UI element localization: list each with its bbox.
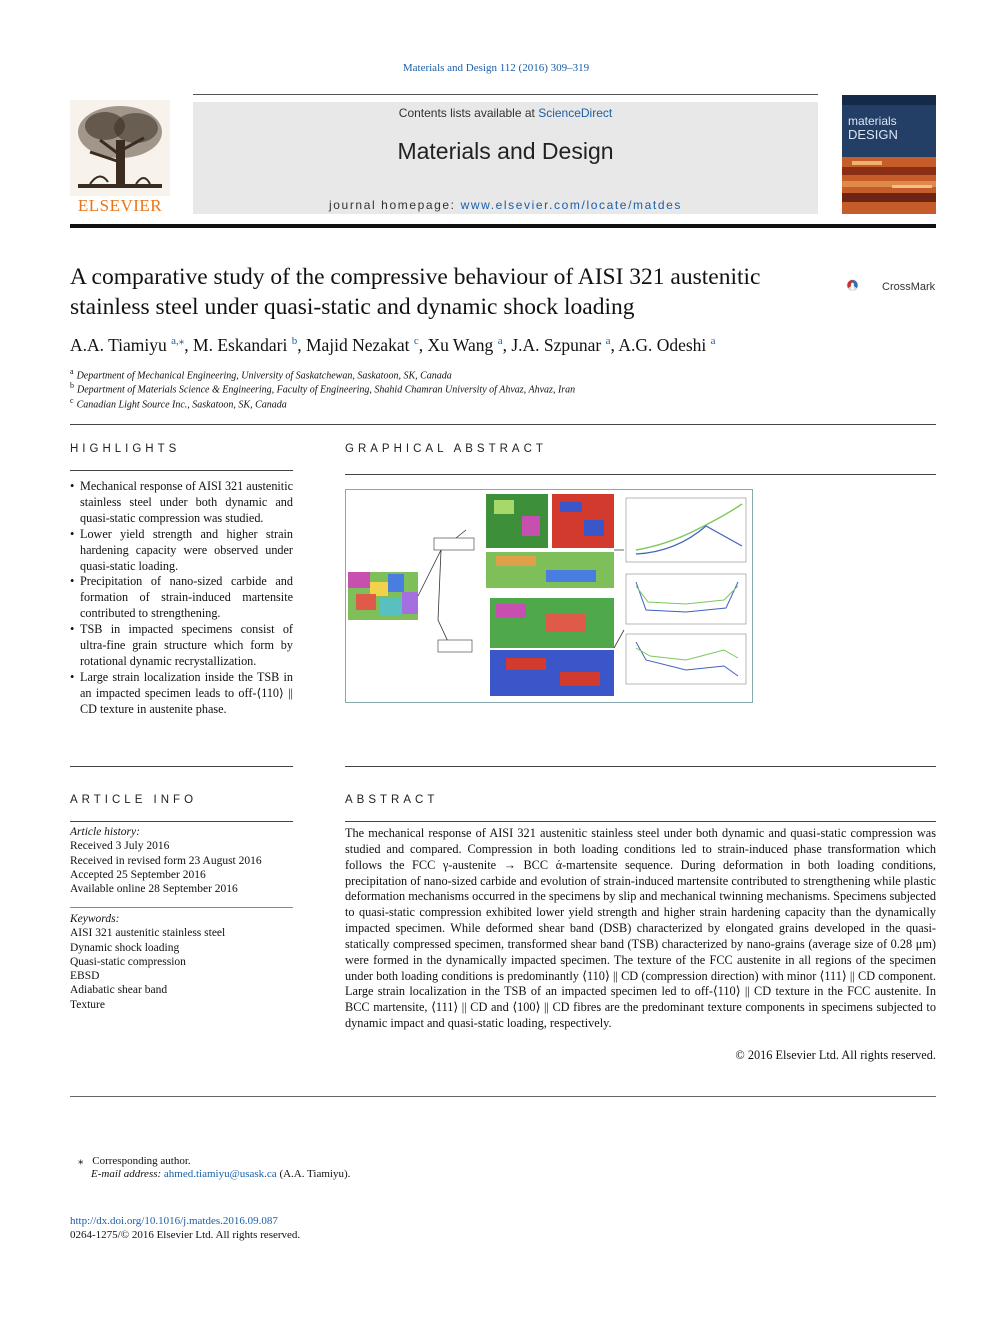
highlight-item: • Lower yield strength and higher strain hardening capacity were observed under quasi-static loading. <box>70 527 293 575</box>
affiliation-text: Department of Materials Science & Engineering, Faculty of Engineering, Shahid Chamran University of Ahvaz, Ahvaz, Iran <box>77 384 576 396</box>
author-name[interactable]: A.A. Tiamiyu <box>70 334 167 355</box>
contents-prefix: Contents lists available at <box>398 106 539 120</box>
email-note <box>91 1168 350 1180</box>
graphical-abstract-bottom-rule <box>345 766 936 767</box>
author-name[interactable]: Xu Wang <box>427 334 494 355</box>
keywords-rule <box>70 907 293 908</box>
highlights-bottom-rule <box>70 766 293 767</box>
affiliation <box>70 367 452 381</box>
history-label: Article history: <box>70 826 140 838</box>
article-title: A comparative study of the compressive behaviour of AISI 321 austenitic stainless steel under quasi-static and dynamic shock loading <box>70 264 761 320</box>
highlights-heading: HIGHLIGHTS <box>70 443 181 455</box>
history-item: Received 3 July 2016 <box>70 840 170 853</box>
highlights-list <box>70 479 293 718</box>
email-owner: (A.A. Tiamiyu). <box>276 1168 351 1180</box>
history-item: Received in revised form 23 August 2016 <box>70 854 262 867</box>
journal-homepage <box>193 198 818 212</box>
body-bottom-rule <box>70 1096 936 1097</box>
history-item: Available online 28 September 2016 <box>70 883 238 896</box>
highlight-item: • Large strain localization inside the TSB in an impacted specimen leads to off-⟨110⟩ || CD texture in austenite phase. <box>70 670 293 718</box>
author-affil-marker[interactable]: b <box>291 335 298 347</box>
author-affil-marker[interactable]: a <box>497 335 503 347</box>
homepage-link[interactable]: www.elsevier.com/locate/matdes <box>460 198 682 212</box>
article-info-heading: ARTICLE INFO <box>70 794 198 806</box>
author-name[interactable]: A.G. Odeshi <box>618 334 707 355</box>
sciencedirect-link[interactable]: ScienceDirect <box>538 106 613 120</box>
keywords-label: Keywords: <box>70 913 120 925</box>
affiliation-marker: c <box>70 396 74 405</box>
author-name[interactable]: M. Eskandari <box>193 334 288 355</box>
cover-title-line1: materials <box>848 114 897 128</box>
keyword-item: Dynamic shock loading <box>70 941 180 954</box>
highlight-item: • Mechanical response of AISI 321 austenitic stainless steel under both dynamic and quasi-static compression was studied. <box>70 479 293 527</box>
graphical-abstract-rule <box>345 474 936 475</box>
journal-cover-thumbnail[interactable] <box>842 95 936 214</box>
abstract-text: The mechanical response of AISI 321 austenitic stainless steel under both dynamic and quasi-static compression was studied and compared. Compression in both loading conditions led to strain-induced phase transformation which follows the FCC γ-austenite → BCC ά-martensite sequence. During deformation in both loading conditions, precipitation of nano-sized carbide and evolution of strain-induced martensite contributed to strengthening while plastic deformation mechanisms occurred in the specimens by slip and mechanical twinning mechanisms. Specimens subjected to quasi-static compression exhibited lower yield strength and higher strain hardening capacity than the dynamically impacted specimen. While deformed shear band (DSB) characterized by elongated grains developed in the quasi-statically compressed specimen, transformed shear band (TSB) characterized by nano-grains (average size of 0.28 μm) were formed in the dynamically impacted specimen. The texture of the FCC austenite in all regions of the specimen under both loading conditions is predominantly ⟨110⟩ || CD (compression direction) with minor ⟨111⟩ || CD component. Large strain localization in the TSB of an impacted specimen led to off-⟨110⟩ || CD texture in the FCC austenite. In BCC martensite, ⟨111⟩ || CD and ⟨100⟩ || CD fibres are the predominant texture components in specimens subjected to dynamic impact and quasi-static loading, respectively. <box>345 826 936 1031</box>
keywords-block <box>70 912 293 1012</box>
journal-title: Materials and Design <box>397 138 614 164</box>
affiliation-text: Department of Mechanical Engineering, University of Saskatchewan, Saskatoon, SK, Canada <box>76 370 452 382</box>
keyword-item: Quasi-static compression <box>70 955 186 968</box>
graphical-abstract-heading: GRAPHICAL ABSTRACT <box>345 443 547 455</box>
keyword-item: AISI 321 austenitic stainless steel <box>70 927 226 940</box>
graphical-abstract-artwork <box>346 490 752 702</box>
section-divider <box>70 424 936 425</box>
header-rule <box>193 94 818 95</box>
email-label: E-mail address: <box>91 1168 164 1180</box>
keyword-item: EBSD <box>70 970 100 983</box>
article-history <box>70 825 293 896</box>
author-affil-marker[interactable]: a,⁎ <box>171 335 185 347</box>
author-affil-marker[interactable]: c <box>413 335 419 347</box>
crossmark-label[interactable]: CrossMark <box>882 281 936 293</box>
crossmark-badge[interactable] <box>846 268 882 304</box>
affiliation <box>70 396 287 410</box>
affiliation <box>70 381 575 395</box>
highlights-rule <box>70 470 293 471</box>
affiliation-text: Canadian Light Source Inc., Saskatoon, SK, Canada <box>76 399 287 411</box>
author-affil-marker[interactable]: a <box>605 335 611 347</box>
author-name[interactable]: Majid Nezakat <box>305 334 410 355</box>
abstract-heading: ABSTRACT <box>345 794 439 806</box>
elsevier-wordmark: ELSEVIER <box>77 196 163 215</box>
highlight-item: • Precipitation of nano-sized carbide and formation of strain-induced martensite contributed to strengthening. <box>70 574 293 622</box>
author-list: A.A. Tiamiyu $^{a,⁎}$, M. Eskandari $^b$, Majid Nezakat $^c$, Xu Wang $^a$, J.A. Szpunar $^a$, A.G. Odeshi $^a$ <box>70 334 716 355</box>
email-link[interactable]: ahmed.tiamiyu@usask.ca <box>163 1168 277 1180</box>
footnote-star: ⁎ <box>78 1155 84 1167</box>
journal-reference[interactable]: Materials and Design 112 (2016) 309–319 <box>402 62 590 74</box>
graphical-abstract-figure[interactable] <box>345 489 753 703</box>
cover-title-line2: DESIGN <box>848 127 898 142</box>
abstract-rule <box>345 821 936 822</box>
homepage-prefix: journal homepage: <box>329 198 461 212</box>
author-affil-marker[interactable]: a <box>710 335 716 347</box>
article-info-rule <box>70 821 293 822</box>
affiliation-marker: b <box>70 381 74 390</box>
copyright-notice: © 2016 Elsevier Ltd. All rights reserved. <box>735 1048 936 1062</box>
cover-art <box>842 95 936 214</box>
doi-link[interactable]: http://dx.doi.org/10.1016/j.matdes.2016.09.087 <box>70 1215 278 1227</box>
highlight-item: • TSB in impacted specimens consist of ultra-fine grain structure which form by rotational dynamic recrystallization. <box>70 622 293 670</box>
author-name[interactable]: J.A. Szpunar <box>511 334 602 355</box>
corresponding-label: Corresponding author. <box>92 1155 191 1167</box>
corresponding-author-note <box>78 1154 191 1167</box>
issn-copyright: 0264-1275/© 2016 Elsevier Ltd. All rights reserved. <box>70 1229 301 1241</box>
header-thick-rule <box>70 224 936 228</box>
keyword-item: Adiabatic shear band <box>70 984 168 997</box>
history-item: Accepted 25 September 2016 <box>70 868 206 881</box>
contents-line <box>193 106 818 120</box>
keyword-item: Texture <box>70 998 105 1011</box>
affiliation-marker: a <box>70 367 74 376</box>
